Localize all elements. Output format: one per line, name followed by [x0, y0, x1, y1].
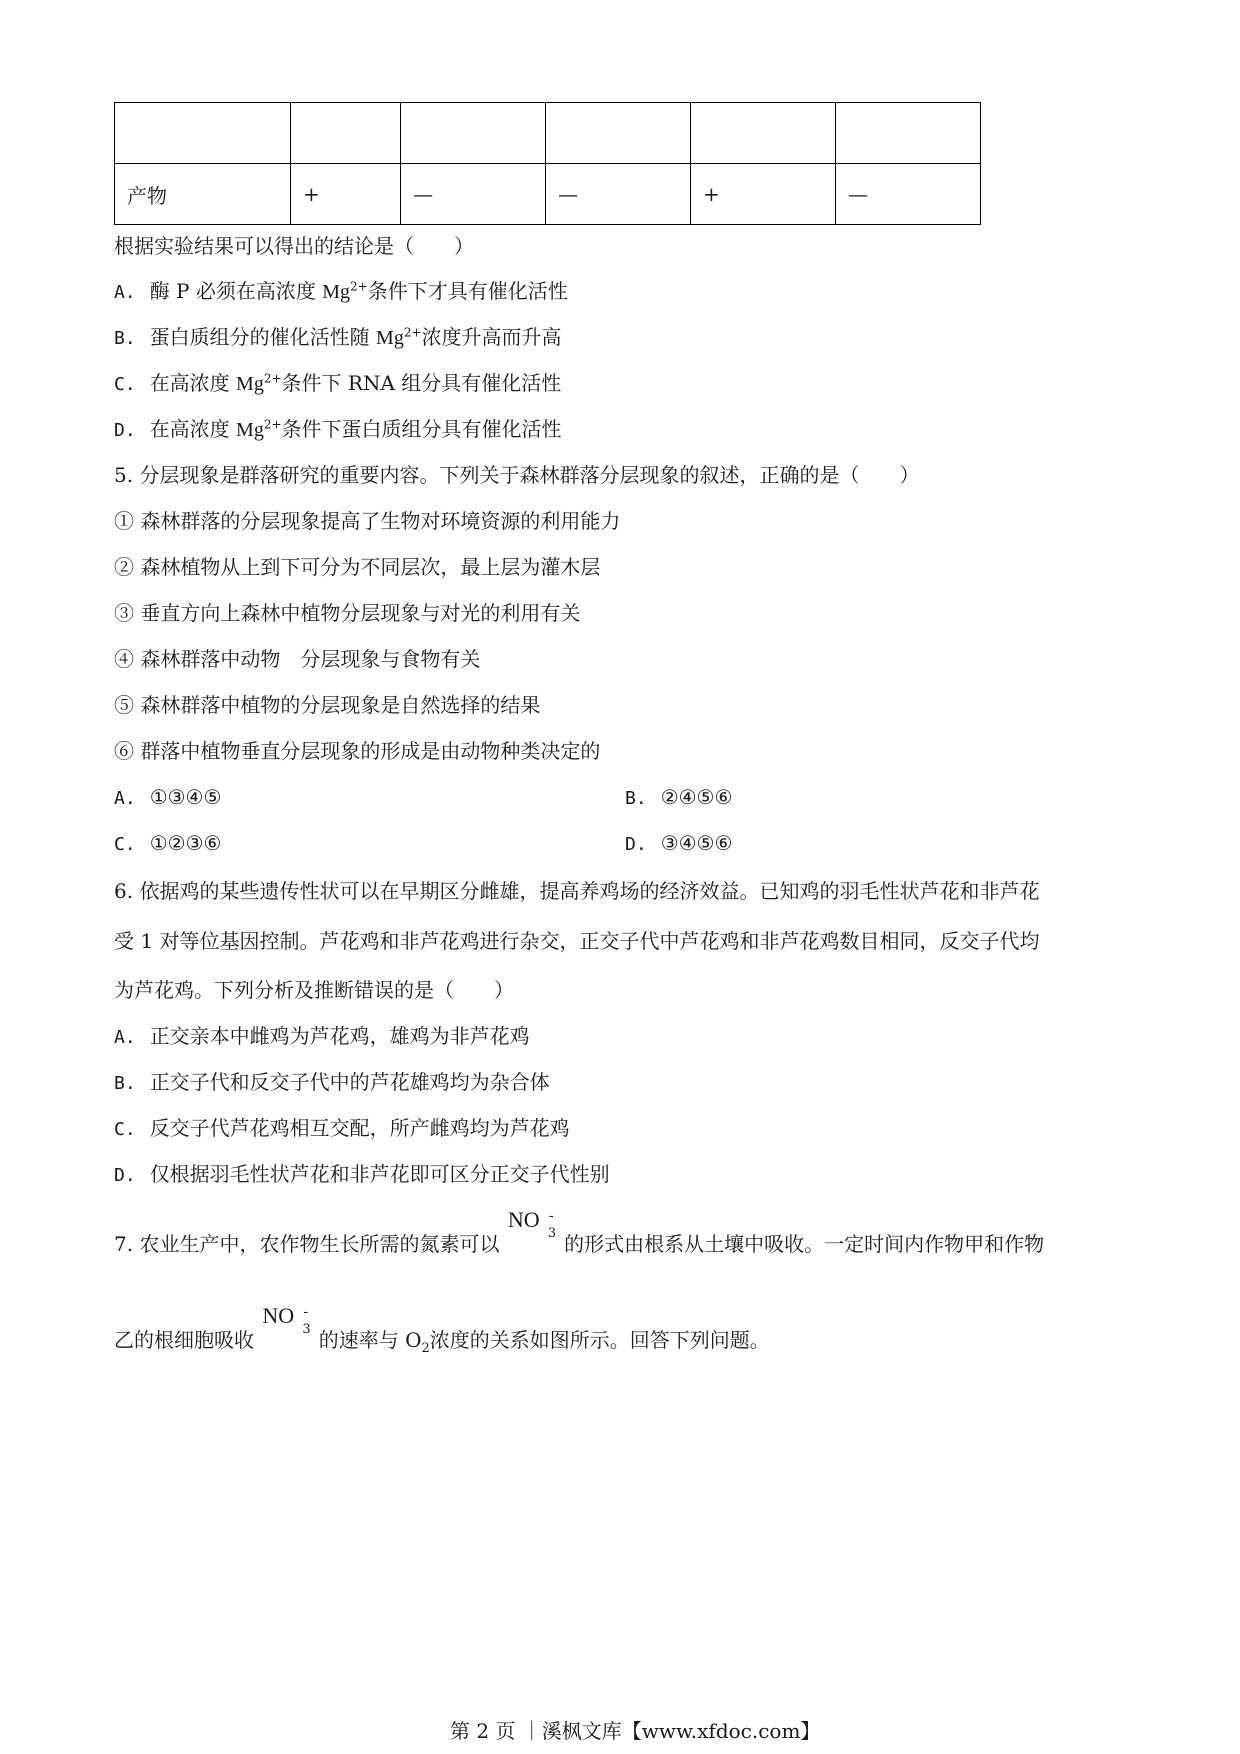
ion-charge: - — [303, 1304, 309, 1320]
table-cell — [836, 103, 981, 164]
q5-item: ⑥ 群落中植物垂直分层现象的形成是由动物种类决定的 — [114, 739, 601, 763]
option-letter: A. — [114, 1027, 136, 1048]
q7-text: 的速率与 O — [318, 1328, 422, 1352]
superscript: 2+ — [263, 371, 282, 386]
option-letter: D. — [114, 420, 136, 441]
table-cell: — — [836, 164, 981, 225]
option-letter: A. — [114, 788, 136, 809]
page-footer: 第 2 页 ｜溪枫文库【www.xfdoc.com】 — [450, 1719, 821, 1743]
option-letter: D. — [114, 1165, 136, 1186]
q7-text: 7. 农业生产中，农作物生长所需的氮素可以 — [114, 1232, 500, 1256]
q5-option-b — [625, 784, 732, 812]
option-letter: B. — [114, 1073, 136, 1094]
q4-option-a — [114, 278, 568, 306]
option-text: 条件下 RNA 组分具有催化活性 — [281, 371, 562, 395]
results-table — [114, 102, 981, 225]
option-text: 正交亲本中雌鸡为芦花鸡，雄鸡为非芦花鸡 — [149, 1024, 530, 1048]
option-letter: C. — [114, 1119, 136, 1140]
option-letter: D. — [625, 834, 647, 855]
q4-option-c — [114, 370, 561, 398]
q5-item: ④ 森林群落中动物 分层现象与食物有关 — [114, 647, 481, 671]
superscript: 2+ — [403, 325, 422, 340]
option-text: ③④⑤⑥ — [660, 831, 733, 855]
q6-option-d — [114, 1161, 610, 1189]
table-cell — [115, 103, 291, 164]
q5-item: ① 森林群落的分层现象提高了生物对环境资源的利用能力 — [114, 509, 621, 533]
q5-item: ③ 垂直方向上森林中植物分层现象与对光的利用有关 — [114, 601, 581, 625]
option-text: 浓度升高而升高 — [421, 325, 562, 349]
option-text: ①③④⑤ — [149, 785, 222, 809]
option-text: 蛋白质组分的催化活性随 — [149, 325, 377, 349]
q5-option-a — [114, 784, 221, 812]
table-cell — [291, 103, 401, 164]
chem-formula: Mg — [376, 327, 404, 349]
q6-stem-line-1: 6. 依据鸡的某些遗传性状可以在早期区分雌雄，提高养鸡场的经济效益。已知鸡的羽毛性状芦花和非芦花 — [114, 879, 1040, 903]
subscript: 2 — [421, 1341, 430, 1356]
q6-option-c — [114, 1115, 570, 1143]
ion-subscript: 3 — [302, 1322, 311, 1337]
q7-stem-line-2 — [114, 1303, 770, 1356]
option-letter: C. — [114, 374, 136, 395]
table-cell: + — [291, 164, 401, 225]
q6-option-a — [114, 1023, 530, 1051]
superscript: 2+ — [263, 417, 282, 432]
option-text: 在高浓度 — [149, 371, 237, 395]
option-letter: C. — [114, 834, 136, 855]
option-text: 反交子代芦花鸡相互交配，所产雌鸡均为芦花鸡 — [149, 1116, 570, 1140]
option-letter: B. — [114, 328, 136, 349]
table-cell: — — [401, 164, 546, 225]
q5-option-d — [625, 830, 732, 858]
chem-formula: Mg — [322, 281, 351, 303]
q5-item: ② 森林植物从上到下可分为不同层次，最上层为灌木层 — [114, 555, 601, 579]
chem-formula: Mg — [236, 419, 264, 441]
ion-base: NO — [507, 1207, 540, 1232]
q7-text: 的形式由根系从土壤中吸收。一定时间内作物甲和作物 — [564, 1232, 1045, 1256]
option-text: 正交子代和反交子代中的芦花雄鸡均为杂合体 — [149, 1070, 550, 1094]
ion-charge: - — [548, 1208, 554, 1224]
table-cell: — — [546, 164, 691, 225]
q7-text: 乙的根细胞吸收 — [114, 1328, 254, 1352]
q5-stem: 5. 分层现象是群落研究的重要内容。下列关于森林群落分层现象的叙述，正确的是（ ） — [114, 463, 920, 487]
table-cell — [546, 103, 691, 164]
option-text: 酶 P 必须在高浓度 — [149, 279, 323, 303]
nitrate-ion — [260, 1303, 312, 1349]
chem-formula: Mg — [236, 373, 264, 395]
table-cell: + — [691, 164, 836, 225]
table-cell — [691, 103, 836, 164]
ion-subscript: 3 — [547, 1226, 557, 1241]
q6-stem-line-3: 为芦花鸡。下列分析及推断错误的是（ ） — [114, 978, 514, 1002]
option-text: ②④⑤⑥ — [660, 785, 733, 809]
q4-option-d — [114, 416, 562, 444]
table-header-row — [115, 103, 981, 164]
nitrate-ion — [506, 1207, 558, 1253]
option-text: 在高浓度 — [149, 417, 237, 441]
option-text: ①②③⑥ — [149, 831, 222, 855]
option-text: 条件下才具有催化活性 — [367, 279, 568, 303]
option-text: 仅根据羽毛性状芦花和非芦花即可区分正交子代性别 — [149, 1162, 610, 1186]
superscript: 2+ — [350, 279, 368, 294]
option-letter: B. — [625, 788, 647, 809]
q4-stem: 根据实验结果可以得出的结论是（ ） — [114, 234, 474, 258]
q4-option-b — [114, 324, 562, 352]
option-letter: A. — [114, 282, 136, 303]
q5-option-c — [114, 830, 221, 858]
q7-text: 浓度的关系如图所示。回答下列问题。 — [429, 1328, 770, 1352]
q7-stem-line-1 — [114, 1207, 1045, 1257]
table-cell — [401, 103, 546, 164]
q6-stem-line-2: 受 1 对等位基因控制。芦花鸡和非芦花鸡进行杂交，正交子代中芦花鸡和非芦花鸡数目相同，反交子代均 — [114, 929, 1040, 953]
q6-option-b — [114, 1069, 550, 1097]
option-text: 条件下蛋白质组分具有催化活性 — [281, 417, 562, 441]
table-cell-product-label: 产物 — [115, 164, 291, 225]
q5-item: ⑤ 森林群落中植物的分层现象是自然选择的结果 — [114, 693, 541, 717]
ion-base: NO — [262, 1303, 295, 1328]
table-product-row — [115, 164, 981, 225]
